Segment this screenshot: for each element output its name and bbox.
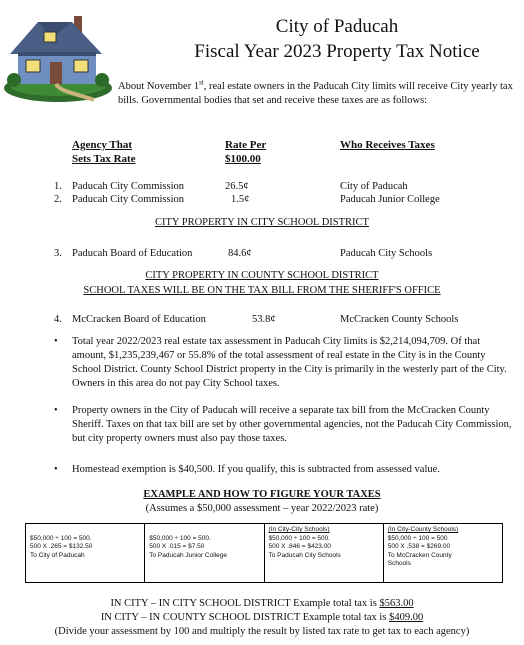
- example-subtitle: (Assumes a $50,000 assessment – year 2022/2023 rate): [145, 503, 379, 514]
- section-sheriff-notice: SCHOOL TAXES WILL BE ON THE TAX BILL FROM THE SHERIFF'S OFFICE: [83, 285, 441, 296]
- row-agency: Paducah Board of Education: [72, 248, 193, 259]
- header-rate-line1: Rate Per: [225, 139, 267, 151]
- calc-cell-city: $50,000 ÷ 100 = 500. 500 X .265 = $132.50 To City of Paducah: [26, 524, 145, 582]
- calculation-table: [25, 523, 503, 583]
- row-number: 3.: [54, 248, 62, 259]
- row-rate: 26.5¢: [225, 181, 249, 192]
- row-receiver: Paducah City Schools: [340, 248, 433, 259]
- bullet-icon: •: [54, 405, 58, 416]
- row-receiver: McCracken County Schools: [340, 314, 459, 325]
- row-receiver: Paducah Junior College: [340, 194, 440, 205]
- intro-paragraph: About November 1st, real estate owners in the Paducah City limits will receive City yearly tax bills. Governmental bodies that set and receive these taxes are as follows:: [118, 78, 513, 106]
- row-receiver: City of Paducah: [340, 181, 408, 192]
- page-title-line2: Fiscal Year 2023 Property Tax Notice: [194, 41, 480, 62]
- header-receives: Who Receives Taxes: [340, 139, 435, 151]
- row-rate: 1.5¢: [231, 194, 250, 205]
- calc-cell-junior-college: $50,000 ÷ 100 = 500. 500 X .015 = $7.50 To Paducah Junior College: [145, 524, 264, 582]
- row-number: 2.: [54, 194, 62, 205]
- header-rate-line2: $100.00: [225, 153, 261, 165]
- section-city-school-district: CITY PROPERTY IN CITY SCHOOL DISTRICT: [155, 217, 369, 228]
- calc-cell-county-schools: (In City-County Schools) $50,000 ÷ 100 = 500 500 X .538 = $269.00 To McCracken County Schools: [387, 526, 459, 567]
- house-illustration: [2, 8, 114, 104]
- calc-cell-city-schools: (In City-City Schools) $50,000 ÷ 100 = 500. 500 X .846 = $423.00 To Paducah City Schools: [265, 524, 384, 582]
- row-agency: McCracken Board of Education: [72, 314, 206, 325]
- bullet-sheriff-bill: • Property owners in the City of Paducah will receive a separate tax bill from the McCracken County Sheriff. Taxes on that tax bill are set by other governmental agencies, not the Paducah City Commission, but city property owners must also pay those taxes.: [54, 405, 512, 444]
- example-title: EXAMPLE AND HOW TO FIGURE YOUR TAXES: [143, 489, 381, 500]
- footer-city-school-total: IN CITY – IN CITY SCHOOL DISTRICT Example total tax is $563.00: [110, 598, 414, 609]
- row-rate: 84.6¢: [228, 248, 252, 259]
- section-county-school-district: CITY PROPERTY IN COUNTY SCHOOL DISTRICT: [145, 270, 379, 281]
- footer-instructions: (Divide your assessment by 100 and multiply the result by listed tax rate to get tax to each agency): [54, 626, 470, 637]
- row-agency: Paducah City Commission: [72, 194, 185, 205]
- row-agency: Paducah City Commission: [72, 181, 185, 192]
- header-agency-line2: Sets Tax Rate: [72, 153, 136, 165]
- row-number: 4.: [54, 314, 62, 325]
- bullet-icon: •: [54, 336, 58, 347]
- row-rate: 53.8¢: [252, 314, 276, 325]
- row-number: 1.: [54, 181, 62, 192]
- page-title-line1: City of Paducah: [275, 16, 399, 37]
- bullet-icon: •: [54, 464, 58, 475]
- bullet-assessment: • Total year 2022/2023 real estate tax assessment in Paducah City limits is $2,214,094,709. Of that amount, $1,235,239,467 or 55.8% of the total assessment of real estate in the City is in the County School District. County School District property in the City is primarily in the westerly part of the City. Owners in this area do not pay City School taxes.: [54, 336, 507, 389]
- header-agency-line1: Agency That: [72, 139, 132, 151]
- bullet-homestead: • Homestead exemption is $40,500. If you qualify, this is subtracted from assessed value.: [54, 464, 440, 475]
- footer-county-school-total: IN CITY – IN COUNTY SCHOOL DISTRICT Example total tax is $409.00: [100, 612, 424, 623]
